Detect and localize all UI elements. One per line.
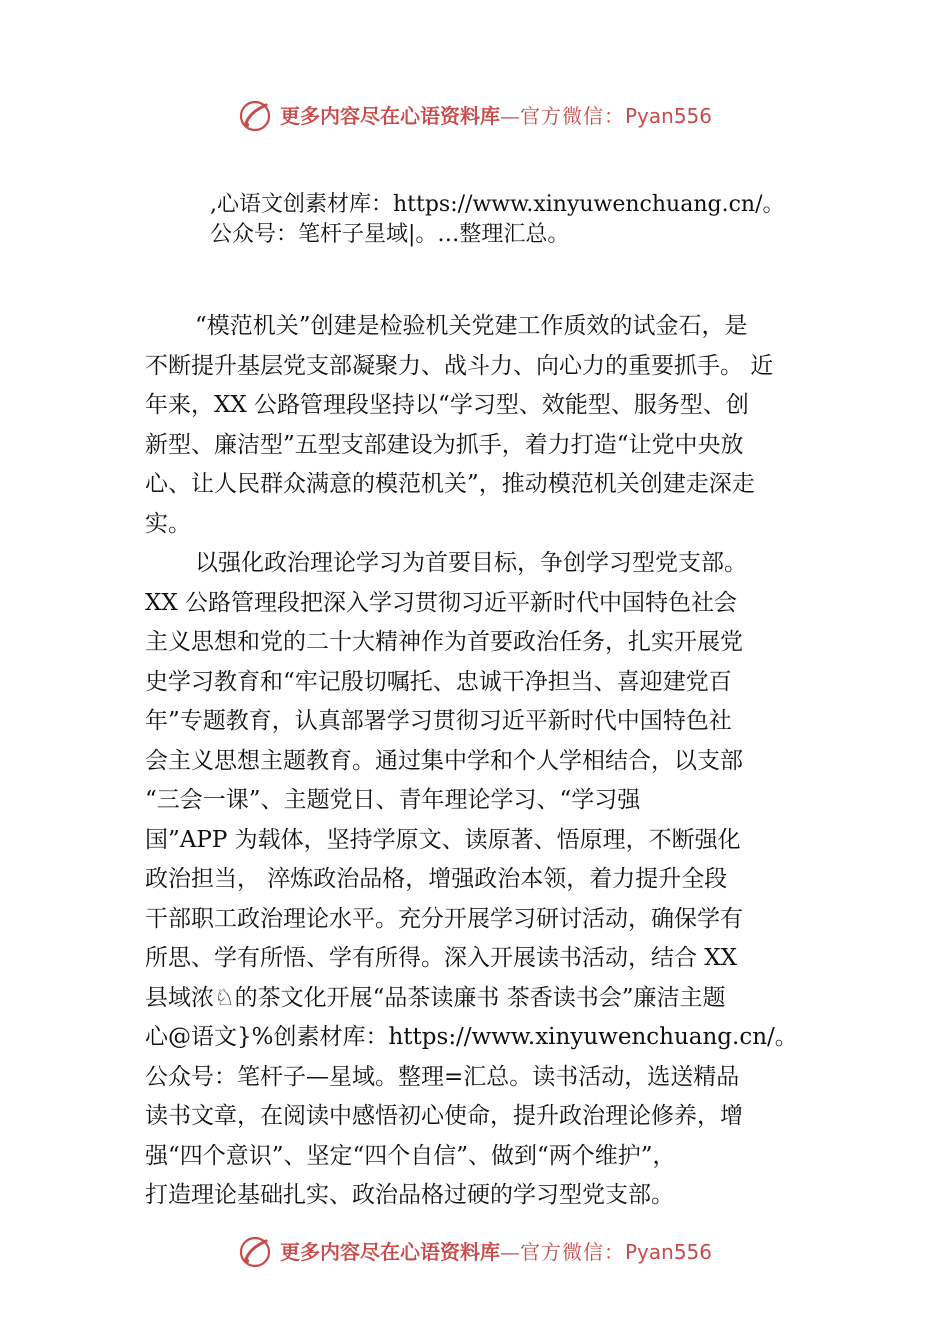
text-line: 干部职工政治理论水平。充分开展学习研讨活动，确保学有 <box>145 905 743 932</box>
text-line: 主义思想和党的二十大精神作为首要政治任务，扎实开展党 <box>145 629 743 655</box>
text-line: 政治担当， 淬炼政治品格，增强政治本领，着力提升全段 <box>145 866 728 892</box>
text-line: 会主义思想主题教育。通过集中学和个人学相结合，以支部 <box>145 747 743 774</box>
banner-wechat-label: 官方微信： <box>519 104 625 128</box>
text-line: 心@语文}%创素材库：https://www.xinyuwenchuang.cn/。 <box>145 1024 798 1050</box>
text-line: 不断提升基层党支部凝聚力、战斗力、向心力的重要抓手。 近 <box>145 352 774 379</box>
banner-wechat-label: 官方微信： <box>519 1240 625 1264</box>
source-note-line-2: 公众号：笔杆子星域|。…整理汇总。 <box>210 222 570 247</box>
text-line: 年来，XX 公路管理段坚持以“学习型、效能型、服务型、创 <box>145 392 749 418</box>
text-line: 公众号：笔杆子—星域。整理=汇总。读书活动，选送精品 <box>145 1063 740 1090</box>
text-line: 以强化政治理论学习为首要目标，争创学习型党支部。 <box>195 550 747 576</box>
banner-text <box>280 1242 712 1262</box>
text-line: “模范机关”创建是检验机关党建工作质效的试金石，是 <box>195 313 748 339</box>
banner-text <box>280 106 712 126</box>
text-line: 新型、廉洁型”五型支部建设为抓手，着力打造“让党中央放 <box>145 431 744 458</box>
text-line: 打造理论基础扎实、政治品格过硬的学习型党支部。 <box>145 1182 674 1208</box>
text-line: XX 公路管理段把深入学习贯彻习近平新时代中国特色社会 <box>145 589 738 616</box>
banner-dash: — <box>499 1240 520 1264</box>
banner-wechat-id: Pyan556 <box>624 1240 712 1264</box>
banner-brand: 更多内容尽在心语资料库 <box>279 1240 500 1264</box>
text-line: 县域浓♘的茶文化开展“品茶读廉书 茶香读书会”廉洁主题 <box>145 984 726 1011</box>
text-line: “三会一课”、主题党日、青年理论学习、“学习强 <box>145 787 641 813</box>
source-note-line-1: ,心语文创素材库：https://www.xinyuwenchuang.cn/。 <box>210 192 785 217</box>
text-line: 强“四个意识”、坚定“四个自信”、做到“两个维护”， <box>145 1142 676 1169</box>
banner-wechat-id: Pyan556 <box>624 104 712 128</box>
paragraph-learning <box>145 544 817 1216</box>
text-line: 史学习教育和“牢记殷切嘱托、忠诚干净担当、喜迎建党百 <box>145 668 732 695</box>
text-line: 所思、学有所悟、学有所得。深入开展读书活动，结合 XX <box>145 945 738 971</box>
brand-logo-icon <box>238 1235 272 1269</box>
text-line: 读书文章，在阅读中感悟初心使命，提升政治理论修养，增 <box>145 1103 743 1129</box>
header-banner <box>0 96 950 136</box>
text-line: 实。 <box>145 510 191 537</box>
source-note <box>210 190 910 250</box>
article-body <box>145 307 817 1216</box>
paragraph-intro <box>145 307 817 544</box>
text-line: 国”APP 为载体，坚持学原文、读原著、悟原理，不断强化 <box>145 826 741 853</box>
text-line: 心、让人民群众满意的模范机关”，推动模范机关创建走深走 <box>145 471 755 497</box>
banner-dash: — <box>499 104 520 128</box>
footer-banner <box>0 1232 950 1272</box>
text-line: 年”专题教育，认真部署学习贯彻习近平新时代中国特色社 <box>145 708 732 734</box>
brand-logo-icon <box>238 99 272 133</box>
banner-brand: 更多内容尽在心语资料库 <box>279 104 500 128</box>
